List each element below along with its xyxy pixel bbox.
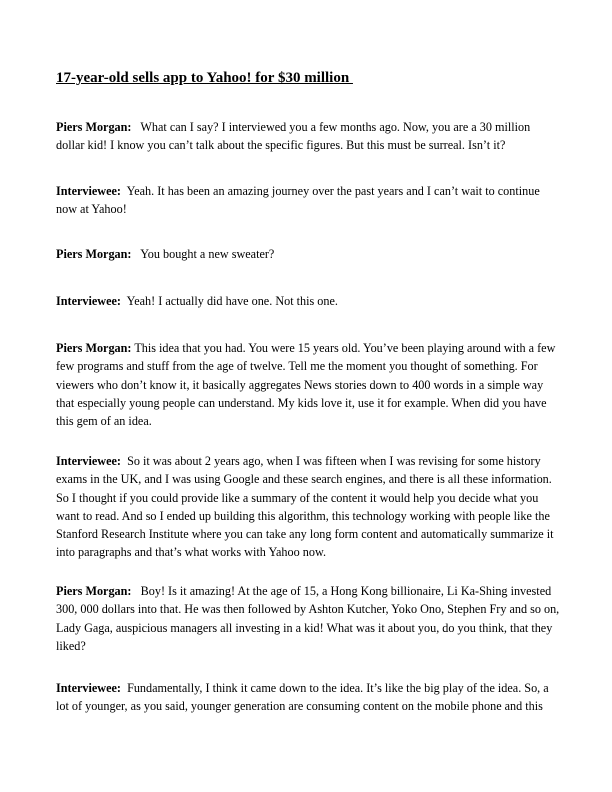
speaker-label: Piers Morgan: — [56, 247, 132, 261]
paragraph-text: This idea that you had. You were 15 years old. You’ve been playing around with a few few programs and stuff from the age of twelve. Tell me the moment you thought of something. For viewers who don’t know it, it basically aggregates News stories down to 400 words in a simple way that especially young people can understand. My kids love it, use it for example. When did you have this gem of an idea. — [56, 341, 556, 429]
speaker-label: Interviewee: — [56, 294, 121, 308]
paragraph-text: Fundamentally, I think it came down to the idea. It’s like the big play of the idea. So, a lot of younger, as you said, younger generation are consuming content on the mobile phone and this — [56, 681, 549, 714]
paragraph-text: You bought a new sweater? — [140, 247, 275, 261]
speaker-label: Interviewee: — [56, 454, 121, 468]
paragraph — [56, 245, 560, 263]
speaker-label: Piers Morgan: — [56, 120, 132, 134]
speaker-label: Piers Morgan: — [56, 584, 132, 598]
document-title: 17-year-old sells app to Yahoo! for $30 million — [56, 70, 353, 86]
speaker-label: Interviewee: — [56, 681, 121, 695]
paragraph — [56, 452, 560, 562]
paragraph-text: So it was about 2 years ago, when I was fifteen when I was revising for some history exams in the UK, and I was using Google and these search engines, and there is all these information. So I thought if you could provide like a summary of the content it would help you decide what you want to read. And so I ended up building this algorithm, this technology working with people like the Stanford Research Institute where you can take any long form content and automatically summarize it into paragraphs and that’s what works with Yahoo now. — [56, 454, 554, 560]
paragraph — [56, 339, 560, 430]
speaker-label: Piers Morgan: — [56, 341, 132, 355]
paragraph-text: Boy! Is it amazing! At the age of 15, a Hong Kong billionaire, Li Ka-Shing invested 300, 000 dollars into that. He was then followed by Ashton Kutcher, Yoko Ono, Stephen Fry and so on, Lady Gaga, auspicious managers all investing in a kid! What was it about you, do you think, that they liked? — [56, 584, 560, 653]
paragraph — [56, 292, 560, 310]
paragraph — [56, 182, 560, 219]
speaker-gap — [131, 247, 140, 261]
paragraph-text: Yeah! I actually did have one. Not this one. — [126, 294, 338, 308]
paragraph — [56, 118, 560, 155]
speaker-gap — [131, 584, 140, 598]
paragraph — [56, 679, 560, 716]
paragraph-text: Yeah. It has been an amazing journey over the past years and I can’t wait to continue now at Yahoo! — [56, 184, 540, 217]
paragraph — [56, 582, 560, 655]
speaker-label: Interviewee: — [56, 184, 121, 198]
paragraph-text: What can I say? I interviewed you a few months ago. Now, you are a 30 million dollar kid! I know you can’t talk about the specific figures. But this must be surreal. Isn’t it? — [56, 120, 531, 153]
